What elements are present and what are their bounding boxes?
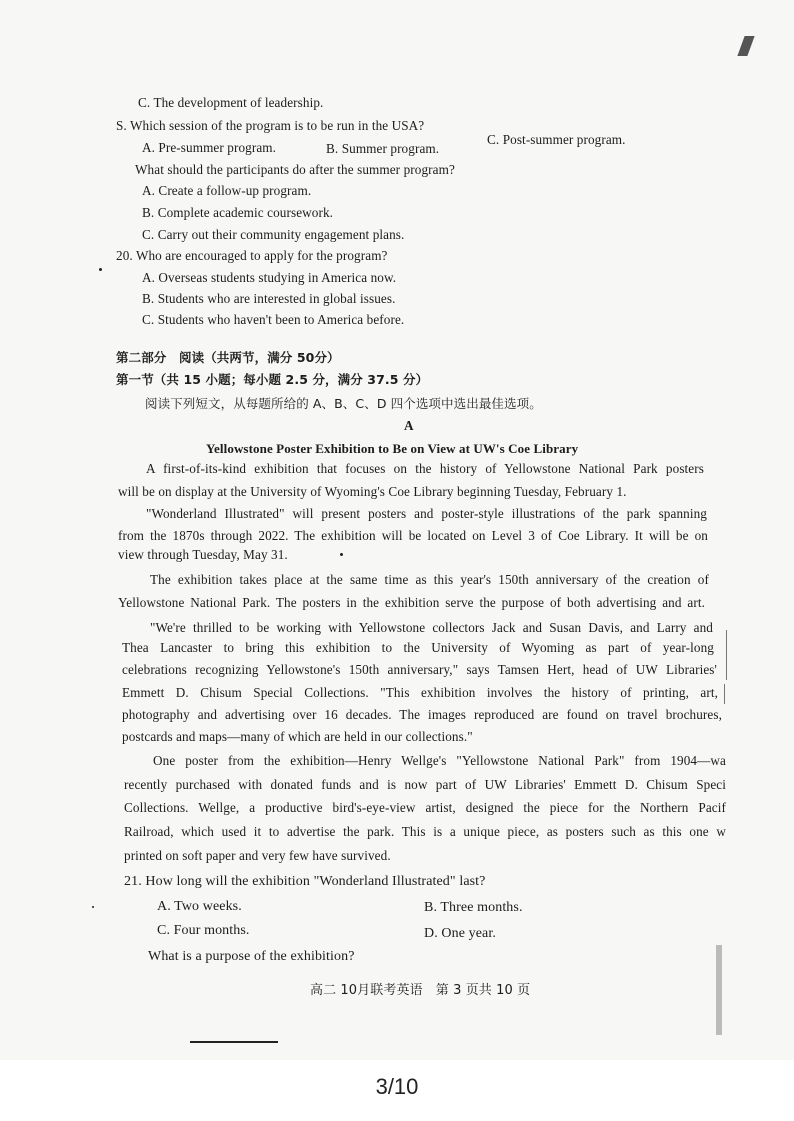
right-edge-mark-1 <box>726 630 727 680</box>
passage-line: celebrations recognizing Yellowstone's 150th anniversary," says Tamsen Hert, head of UW Libraries' <box>122 662 717 677</box>
passage-line: Yellowstone National Park. The posters in the exhibition serve the purpose of both advertising and art. <box>118 595 705 610</box>
passage-line: A first-of-its-kind exhibition that focuses on the history of Yellowstone National Park posters <box>146 461 704 476</box>
passage-line: Railroad, which used it to advertise the park. This is a unique piece, as posters such as this one w <box>124 824 726 839</box>
passage-letter: A <box>404 418 414 433</box>
page-counter: 3/10 <box>375 1074 419 1099</box>
passage-line: will be on display at the University of Wyoming's Coe Library beginning Tuesday, February 1. <box>118 484 627 499</box>
question-stem: S. Which session of the program is to be run in the USA? <box>116 118 425 133</box>
speck <box>340 553 343 556</box>
passage-line: photography and advertising over 16 decades. The images reproduced are found on travel brochures, <box>122 707 722 722</box>
passage-line: "We're thrilled to be working with Yellowstone collectors Jack and Susan Davis, and Larry and <box>150 620 713 635</box>
speck <box>99 268 102 271</box>
passage-title: Yellowstone Poster Exhibition to Be on View at UW's Coe Library <box>206 441 579 456</box>
speck <box>92 906 94 908</box>
option-d: D. One year. <box>424 926 496 941</box>
option-b: B. Students who are interested in global issues. <box>142 291 396 306</box>
question-stem: 20. Who are encouraged to apply for the program? <box>116 248 388 263</box>
option-a: A. Two weeks. <box>157 899 242 914</box>
bottom-rule <box>190 1041 278 1043</box>
passage-line: Emmett D. Chisum Special Collections. "This exhibition involves the history of printing, art, <box>122 685 718 700</box>
option-c-leadership: C. The development of leadership. <box>138 95 324 110</box>
passage-line: recently purchased with donated funds and is now part of UW Libraries' Emmett D. Chisum Speci <box>124 777 726 792</box>
passage-line: Thea Lancaster to bring this exhibition to the University of Wyoming as part of year-long <box>122 640 714 655</box>
corner-scan-mark <box>737 36 754 56</box>
passage-line: Collections. Wellge, a productive bird's-eye-view artist, designed the piece for the Northern Pacif <box>124 800 726 815</box>
option-b: B. Three months. <box>424 900 523 915</box>
passage-line: "Wonderland Illustrated" will present posters and poster-style illustrations of the park spanning <box>146 506 707 521</box>
question-stem: What should the participants do after the summer program? <box>135 162 455 177</box>
option-a: A. Create a follow-up program. <box>142 183 312 198</box>
right-edge-mark-3 <box>716 945 722 1035</box>
option-b: B. Summer program. <box>326 141 440 156</box>
passage-line: postcards and maps—many of which are held in our collections." <box>122 729 473 744</box>
passage-line: One poster from the exhibition—Henry Wellge's "Yellowstone National Park" from 1904—wa <box>153 753 726 768</box>
option-a: A. Pre-summer program. <box>142 140 277 155</box>
option-c: C. Carry out their community engagement plans. <box>142 227 405 242</box>
right-edge-mark-2 <box>724 684 725 704</box>
passage-line: view through Tuesday, May 31. <box>118 547 288 562</box>
question-22-stem: What is a purpose of the exhibition? <box>148 949 355 964</box>
passage-line: printed on soft paper and very few have survived. <box>124 848 391 863</box>
option-c: C. Four months. <box>157 923 250 938</box>
option-c: C. Students who haven't been to America before. <box>142 312 405 327</box>
option-b: B. Complete academic coursework. <box>142 205 334 220</box>
passage-line: from the 1870s through 2022. The exhibition will be located on Level 3 of Coe Library. It will be on <box>118 528 708 543</box>
option-a: A. Overseas students studying in America now. <box>142 270 397 285</box>
page-footer: 高二 10月联考英语 第 3 页共 10 页 <box>310 983 531 998</box>
subsection-heading: 第一节（共 15 小题；每小题 2.5 分，满分 37.5 分） <box>116 372 429 387</box>
question-21-stem: 21. How long will the exhibition "Wonderland Illustrated" last? <box>124 874 486 889</box>
passage-line: The exhibition takes place at the same time as this year's 150th anniversary of the creation of <box>150 572 709 587</box>
instruction: 阅读下列短文，从每题所给的 A、B、C、D 四个选项中选出最佳选项。 <box>145 396 542 411</box>
part-heading: 第二部分 阅读（共两节，满分 50分） <box>116 350 340 365</box>
option-c: C. Post-summer program. <box>487 132 626 147</box>
